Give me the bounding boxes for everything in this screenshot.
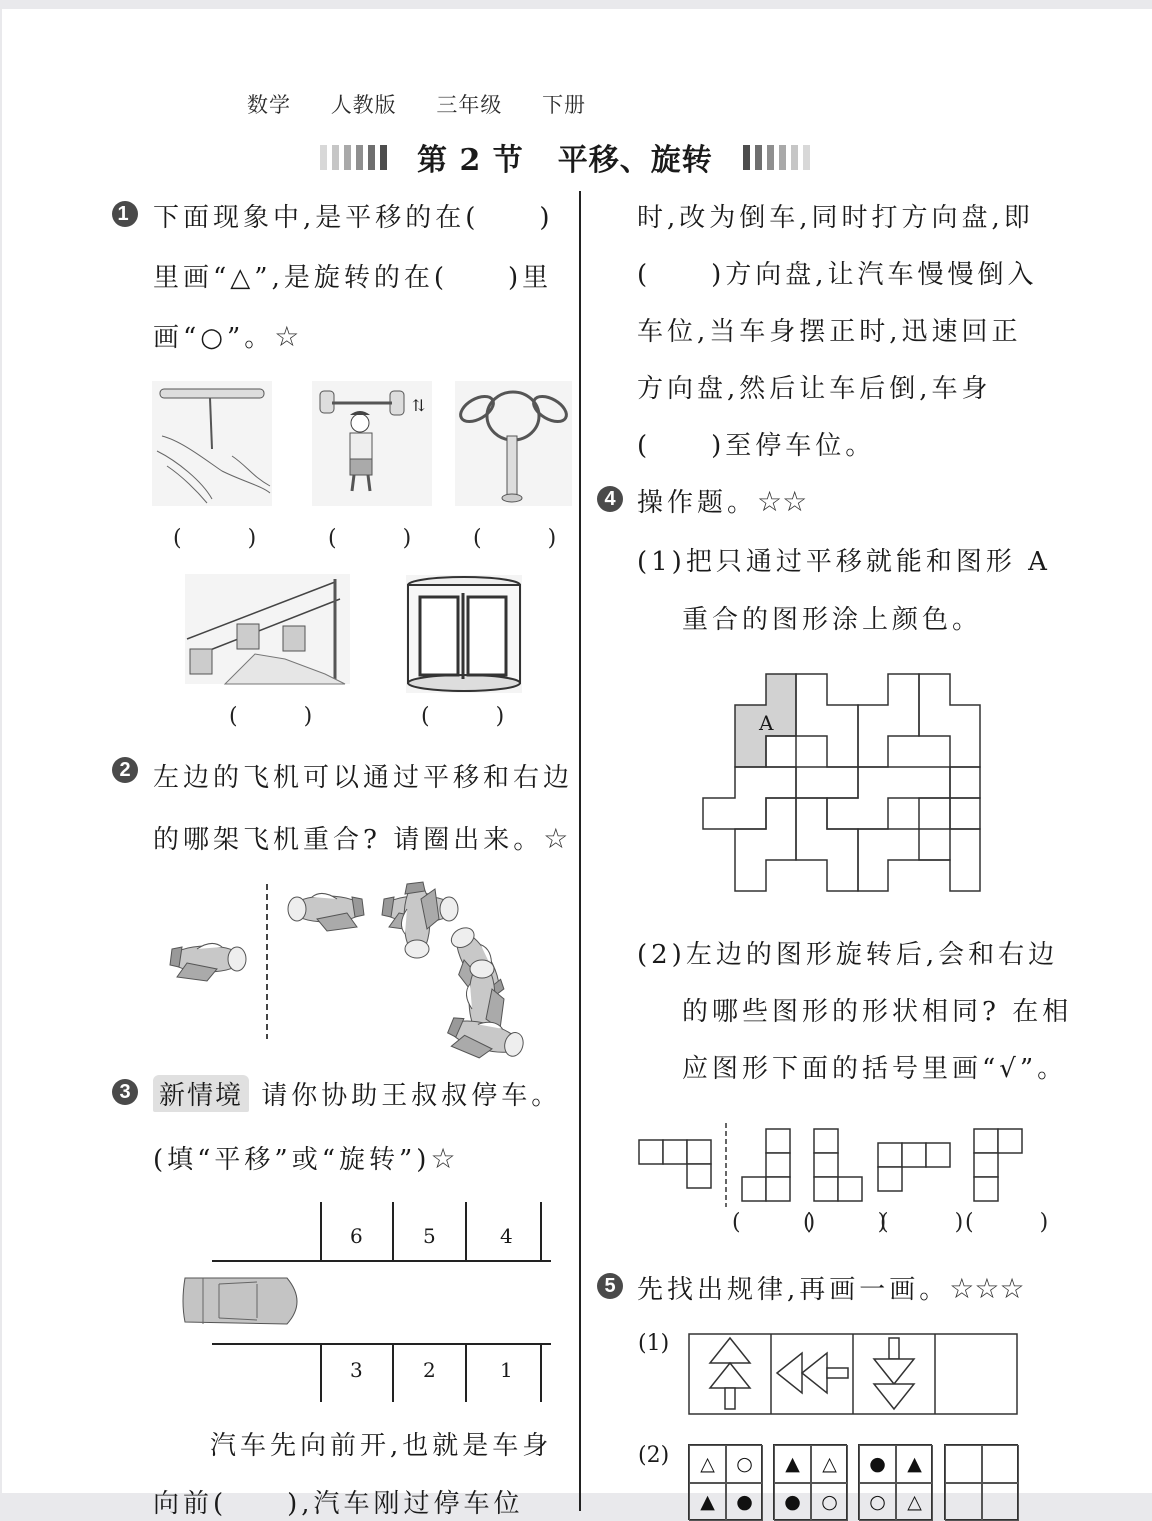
rotation-answer-3[interactable] [880,1205,963,1236]
decor-bar [743,145,750,170]
airplane-figure [167,879,547,1044]
decor-bars-right [743,145,810,170]
decor-bar [791,145,798,170]
q1-text-line-3 [153,317,299,354]
difficulty-star-icon: ☆ [274,320,300,353]
q3-text: 请你协助王叔叔停车。 [261,1081,562,1111]
q3-instruction: (填“平移”或“旋转”) [153,1145,431,1175]
answer-parens: ( ) [880,1210,964,1235]
edition: 人教版 [330,93,397,117]
decor-bar [368,145,375,170]
rotation-answer-4[interactable] [965,1205,1048,1236]
q1-text-line-1: 下面现象中,是平移的在( ) [153,203,554,233]
symbol-cell [945,1445,982,1483]
symbol-cell: ● [774,1483,811,1521]
q2-text: 的哪架飞机重合? 请圈出来。 [153,825,544,855]
airplane-icon [170,943,246,981]
q4-part1-line-1: (1)把只通过平移就能和图形 A [637,547,1051,577]
parking-lot-diagram [167,1194,557,1404]
symbol-cell: △ [896,1483,933,1521]
q3-continued-line-2: ( )方向盘,让汽车慢慢倒入 [637,260,1038,290]
new-context-tag: 新情境 [153,1075,249,1112]
parking-space-2: 2 [423,1358,436,1382]
q4-title [637,482,807,519]
answer-parens: ( ) [328,526,412,551]
answer-parens: ( ) [229,704,313,729]
q3-body-line-1: 汽车先向前开,也就是车身 [210,1431,553,1461]
q3-text-line-1 [153,1075,561,1112]
symbol-cell: ○ [811,1483,848,1521]
q3-continued-line-5: ( )至停车位。 [637,431,876,461]
decor-bars-left [320,145,387,170]
q3-text-line-2 [153,1139,456,1176]
symbol-cell: △ [689,1445,726,1483]
symbol-cell: ▲ [774,1445,811,1483]
arrow-pattern-figure [688,1333,1018,1415]
subject: 数学 [247,93,291,117]
car-icon [183,1278,297,1324]
q2-text-line-2 [153,819,568,856]
decor-bar [779,145,786,170]
q4-part1-line-2: 重合的图形涂上颜色。 [682,605,983,635]
cable-car-illustration [185,574,350,684]
difficulty-stars-icon: ☆☆☆ [949,1272,1025,1305]
q4-part2-line-3: 应图形下面的括号里画“√”。 [682,1054,1068,1084]
decor-bar [356,145,363,170]
difficulty-star-icon: ☆ [543,822,569,855]
weightlifting-illustration [312,381,432,506]
q4-part2-line-1: (2)左边的图形旋转后,会和右边 [637,940,1059,970]
section-title [417,135,713,179]
difficulty-star-icon: ☆ [430,1142,456,1175]
revolving-door-illustration [406,575,522,693]
section-number: 第 2 节 [417,143,524,178]
question-5 [597,1273,623,1299]
decor-bar [320,145,327,170]
parking-space-1: 1 [500,1358,513,1382]
answer-parens: ( ) [732,1210,816,1235]
grade: 三年级 [436,93,503,117]
symbol-grid [773,1444,847,1520]
question-number-badge: 4 [597,486,623,512]
decor-bar [755,145,762,170]
answer-parens: ( ) [473,526,557,551]
tile-grid-figure[interactable] [702,673,984,895]
symbol-grid [688,1444,762,1520]
decor-bar [803,145,810,170]
shape-a-label: A [759,711,774,735]
q1-text: 画“○”。 [153,323,275,353]
rotation-shapes-figure [638,1121,1038,1211]
symbol-cell [982,1483,1019,1521]
volume: 下册 [542,93,587,117]
answer-blank-4[interactable] [229,699,312,730]
section-topic: 平移、旋转 [557,143,713,178]
decor-bar [332,145,339,170]
answer-blank-2[interactable] [328,521,411,552]
question-number-badge: 5 [597,1273,623,1299]
symbol-cell [982,1445,1019,1483]
q3-continued-line-3: 车位,当车身摆正时,迅速回正 [637,317,1022,347]
q4-title-text: 操作题。 [637,488,758,518]
q3-continued-line-4: 方向盘,然后让车后倒,车身 [637,374,992,404]
rotation-answer-2[interactable] [803,1205,886,1236]
symbol-grid [858,1444,932,1520]
parking-space-6: 6 [350,1224,363,1248]
q1-text-line-2: 里画“△”,是旋转的在( )里 [153,263,553,293]
answer-parens: ( ) [965,1210,1049,1235]
running-head [247,89,606,119]
column-divider [579,191,581,1511]
difficulty-stars-icon: ☆☆ [757,485,808,518]
parking-space-3: 3 [350,1358,363,1382]
question-number-badge: 2 [112,757,138,783]
symbol-cell: ● [859,1445,896,1483]
answer-blank-1[interactable] [173,521,256,552]
svg-text:⇅: ⇅ [412,396,426,415]
symbol-cell: ▲ [689,1483,726,1521]
question-4 [597,486,623,512]
answer-blank-5[interactable] [421,699,504,730]
answer-parens: ( ) [421,704,505,729]
parking-space-4: 4 [500,1224,513,1248]
answer-parens: ( ) [173,526,257,551]
bamboo-dragonfly-illustration [152,381,272,506]
symbol-cell: △ [811,1445,848,1483]
workbook-page [2,9,1152,1519]
question-number-badge: 3 [112,1079,138,1105]
symbol-cell: ○ [726,1445,763,1483]
q5-part2-label: (2) [638,1443,670,1468]
q5-title [637,1269,1025,1306]
decor-bar [767,145,774,170]
fitness-wheel-illustration [455,381,572,506]
symbol-grid[interactable] [944,1444,1018,1520]
question-3 [112,1079,138,1105]
symbol-cell: ▲ [896,1445,933,1483]
q3-body-line-2: 向前( ),汽车刚过停车位 [153,1489,524,1519]
decor-bar [380,145,387,170]
symbol-cell: ○ [859,1483,896,1521]
q5-part1-label: (1) [638,1331,670,1356]
answer-parens: ( ) [803,1210,887,1235]
symbol-cell: ● [726,1483,763,1521]
q3-continued-line-1: 时,改为倒车,同时打方向盘,即 [637,203,1034,233]
answer-blank-3[interactable] [473,521,556,552]
symbol-cell [945,1483,982,1521]
question-2 [112,757,138,783]
decor-bar [344,145,351,170]
parking-space-5: 5 [423,1224,436,1248]
section-header [320,135,810,179]
question-number-badge: 1 [112,201,138,227]
q5-title-text: 先找出规律,再画一画。 [637,1275,950,1305]
q2-text-line-1: 左边的飞机可以通过平移和右边 [153,763,574,793]
q4-part2-line-2: 的哪些图形的形状相同? 在相 [682,997,1073,1027]
